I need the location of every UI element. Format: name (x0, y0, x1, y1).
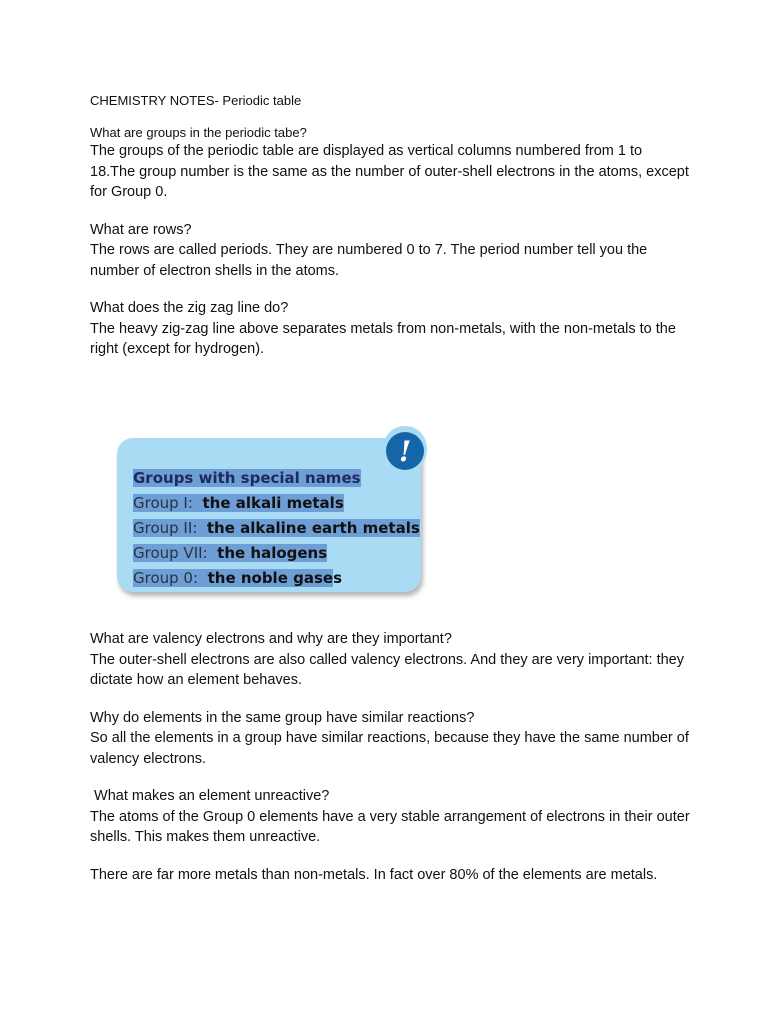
question-text: What are rows? (90, 221, 192, 238)
section-rows (90, 220, 690, 282)
answer-text: The heavy zig-zag line above separates metals from non-metals, with the non-metals to the right (except for hydrogen). (90, 320, 676, 357)
group-label: Group VII: (133, 544, 208, 562)
group-name: the alkali metals (202, 494, 344, 512)
question-text: What makes an element unreactive? (90, 788, 330, 804)
answer-text: The atoms of the Group 0 elements have a very stable arrangement of electrons in their outer shells. This makes them unreactive. (90, 808, 690, 845)
group-name: the alkaline earth metals (206, 519, 420, 537)
group-label: Group I: (133, 494, 193, 512)
question-text: Why do elements in the same group have similar reactions? (90, 709, 475, 726)
callout-row (133, 491, 420, 516)
answer-text: The groups of the periodic table are displayed as vertical columns numbered from 1 to 18.The group number is the same as the number of outer-shell electrons in the atoms, except for Group 0. (90, 143, 689, 200)
group-name-tail: s (333, 569, 342, 587)
callout-row (133, 516, 420, 541)
callout-heading-line (133, 466, 420, 491)
question-text: What does the zig zag line do? (90, 300, 289, 316)
exclamation-icon (382, 424, 428, 480)
answer-text: The outer-shell electrons are also called valency electrons. And they are very important: they dictate how an element behaves. (90, 651, 684, 688)
group-name: the noble gase (207, 569, 334, 587)
section-metals (90, 865, 690, 886)
question-text: What are valency electrons and why are they important? (90, 631, 452, 647)
answer-text: So all the elements in a group have similar reactions, because they have the same number of valency electrons. (90, 730, 689, 767)
callout-row (133, 541, 420, 566)
callout-row (133, 566, 420, 591)
group-label: Group II: (133, 519, 198, 537)
notes-page-bottom (90, 629, 690, 902)
question-text: What are groups in the periodic tabe? (90, 125, 307, 140)
callout-content (133, 466, 420, 591)
section-valency (90, 629, 690, 691)
callout-box (117, 438, 421, 592)
section-groups (90, 125, 690, 203)
badge-symbol: ! (398, 435, 412, 468)
notes-page-top (90, 93, 690, 377)
answer-text: The rows are called periods. They are numbered 0 to 7. The period number tell you the number of electron shells in the atoms. (90, 242, 648, 279)
section-same-group (90, 708, 690, 770)
group-label: Group 0: (133, 569, 199, 587)
group-name: the halogens (217, 544, 328, 562)
section-zigzag (90, 298, 690, 360)
callout-heading: Groups with special names (133, 469, 361, 487)
answer-text: There are far more metals than non-metals. In fact over 80% of the elements are metals. (90, 866, 658, 883)
page-title: CHEMISTRY NOTES- Periodic table (90, 93, 302, 108)
special-names-callout (117, 424, 437, 604)
section-unreactive (90, 786, 690, 848)
